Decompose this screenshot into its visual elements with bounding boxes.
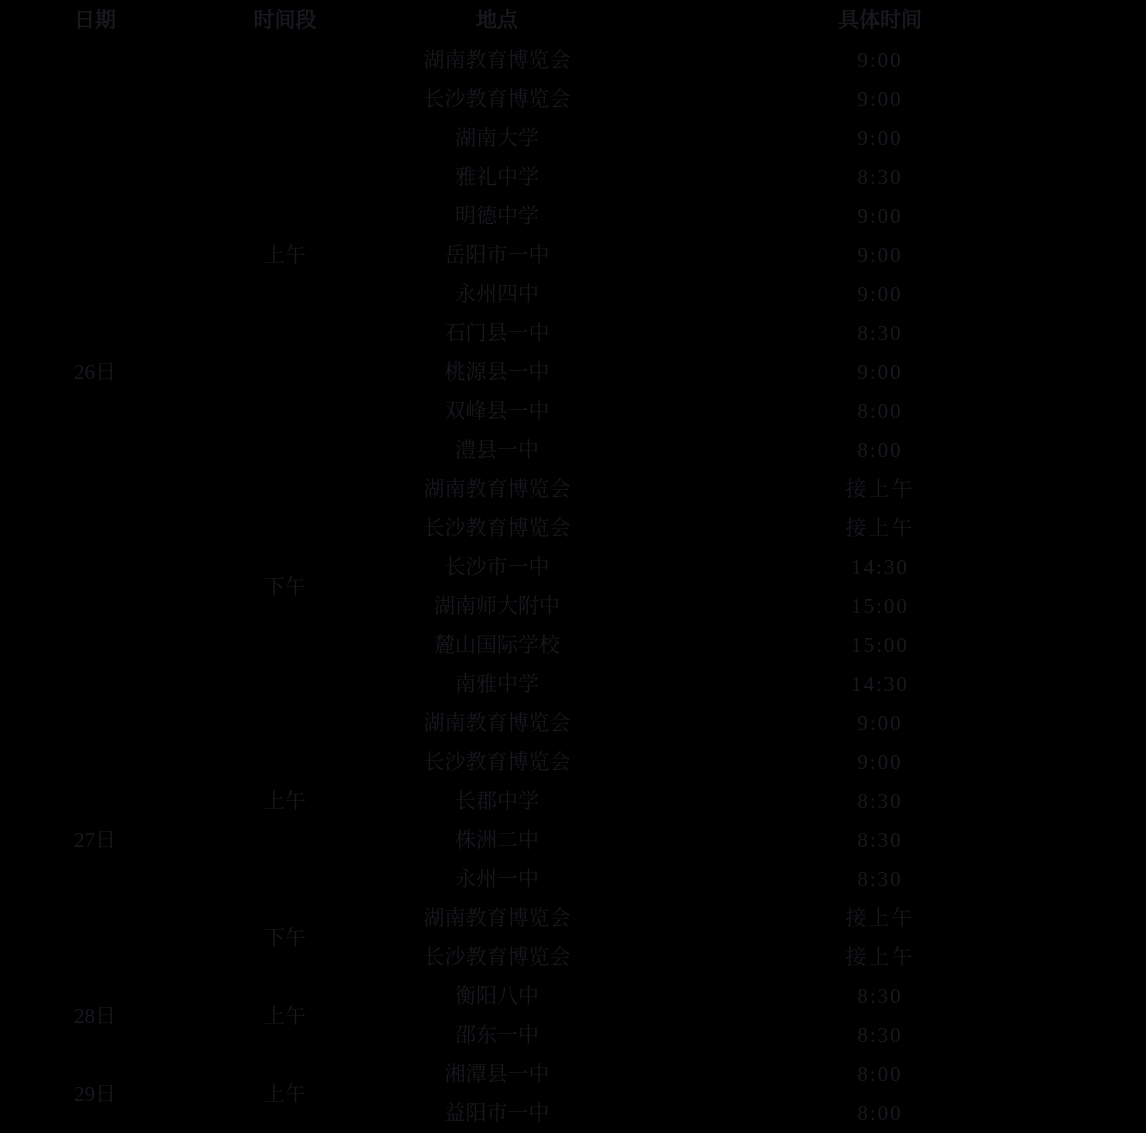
period-cell: 上午 — [264, 1081, 306, 1106]
time-cell: 8:00 — [857, 399, 903, 423]
time-cell: 8:30 — [857, 867, 903, 891]
header-time: 具体时间 — [838, 8, 922, 32]
period-cell: 上午 — [264, 789, 306, 813]
location-cell: 长沙教育博览会 — [423, 945, 571, 969]
location-cell: 雅礼中学 — [455, 165, 539, 189]
location-cell: 双峰县一中 — [444, 399, 550, 423]
location-cell: 永州一中 — [455, 867, 539, 891]
location-cell: 长沙教育博览会 — [423, 750, 571, 774]
schedule-table-body — [0, 41, 1146, 1133]
table-row — [0, 1055, 1146, 1094]
location-cell: 湖南教育博览会 — [423, 906, 571, 930]
time-cell: 8:30 — [857, 1023, 903, 1047]
period-cell: 下午 — [264, 574, 306, 599]
time-cell: 8:00 — [857, 1101, 903, 1125]
location-cell: 明德中学 — [455, 204, 539, 228]
location-cell: 澧县一中 — [455, 438, 539, 462]
location-cell: 湘潭县一中 — [444, 1062, 550, 1086]
header-period: 时间段 — [253, 8, 317, 32]
location-cell: 湖南教育博览会 — [423, 477, 571, 501]
time-cell: 9:00 — [857, 126, 903, 150]
location-cell: 长郡中学 — [455, 789, 539, 813]
time-cell: 接上午 — [845, 477, 915, 501]
period-cell: 上午 — [264, 1003, 306, 1028]
time-cell: 9:00 — [857, 87, 903, 111]
time-cell: 8:30 — [857, 165, 903, 189]
date-cell: 29日 — [74, 1081, 116, 1106]
location-cell: 益阳市一中 — [444, 1101, 550, 1125]
time-cell: 14:30 — [851, 555, 909, 579]
period-cell: 上午 — [264, 243, 306, 267]
location-cell: 南雅中学 — [455, 672, 539, 696]
location-cell: 长沙市一中 — [444, 555, 550, 579]
location-cell: 永州四中 — [455, 282, 539, 306]
location-cell: 衡阳八中 — [455, 984, 539, 1008]
location-cell: 邵东一中 — [455, 1023, 539, 1047]
time-cell: 8:00 — [857, 438, 903, 462]
date-cell: 28日 — [74, 1003, 116, 1028]
time-cell: 15:00 — [851, 633, 909, 657]
location-cell: 石门县一中 — [444, 321, 550, 345]
location-cell: 株洲二中 — [455, 828, 539, 852]
header-row — [0, 0, 1146, 41]
location-cell: 湖南师大附中 — [434, 594, 560, 618]
location-cell: 长沙教育博览会 — [423, 87, 571, 111]
time-cell: 8:30 — [857, 828, 903, 852]
date-cell: 27日 — [74, 828, 116, 852]
header-location: 地点 — [476, 8, 518, 32]
time-cell: 接上午 — [845, 945, 915, 969]
time-cell: 接上午 — [845, 906, 915, 930]
time-cell: 8:30 — [857, 984, 903, 1008]
time-cell: 8:00 — [857, 1062, 903, 1086]
time-cell: 9:00 — [857, 204, 903, 228]
time-cell: 9:00 — [857, 360, 903, 384]
time-cell: 接上午 — [845, 516, 915, 540]
table-row — [0, 977, 1146, 1016]
location-cell: 湖南教育博览会 — [423, 711, 571, 735]
date-cell: 26日 — [74, 360, 116, 384]
location-cell: 桃源县一中 — [444, 360, 550, 384]
location-cell: 岳阳市一中 — [444, 243, 550, 267]
location-cell: 湖南大学 — [455, 126, 539, 150]
time-cell: 9:00 — [857, 282, 903, 306]
header-date: 日期 — [74, 8, 116, 32]
table-row — [0, 41, 1146, 80]
time-cell: 9:00 — [857, 48, 903, 72]
period-cell: 下午 — [264, 925, 306, 950]
time-cell: 9:00 — [857, 711, 903, 735]
table-row — [0, 704, 1146, 743]
time-cell: 8:30 — [857, 789, 903, 813]
time-cell: 9:00 — [857, 750, 903, 774]
time-cell: 15:00 — [851, 594, 909, 618]
location-cell: 长沙教育博览会 — [423, 516, 571, 540]
time-cell: 8:30 — [857, 321, 903, 345]
time-cell: 9:00 — [857, 243, 903, 267]
time-cell: 14:30 — [851, 672, 909, 696]
location-cell: 麓山国际学校 — [434, 633, 560, 657]
location-cell: 湖南教育博览会 — [423, 48, 571, 72]
